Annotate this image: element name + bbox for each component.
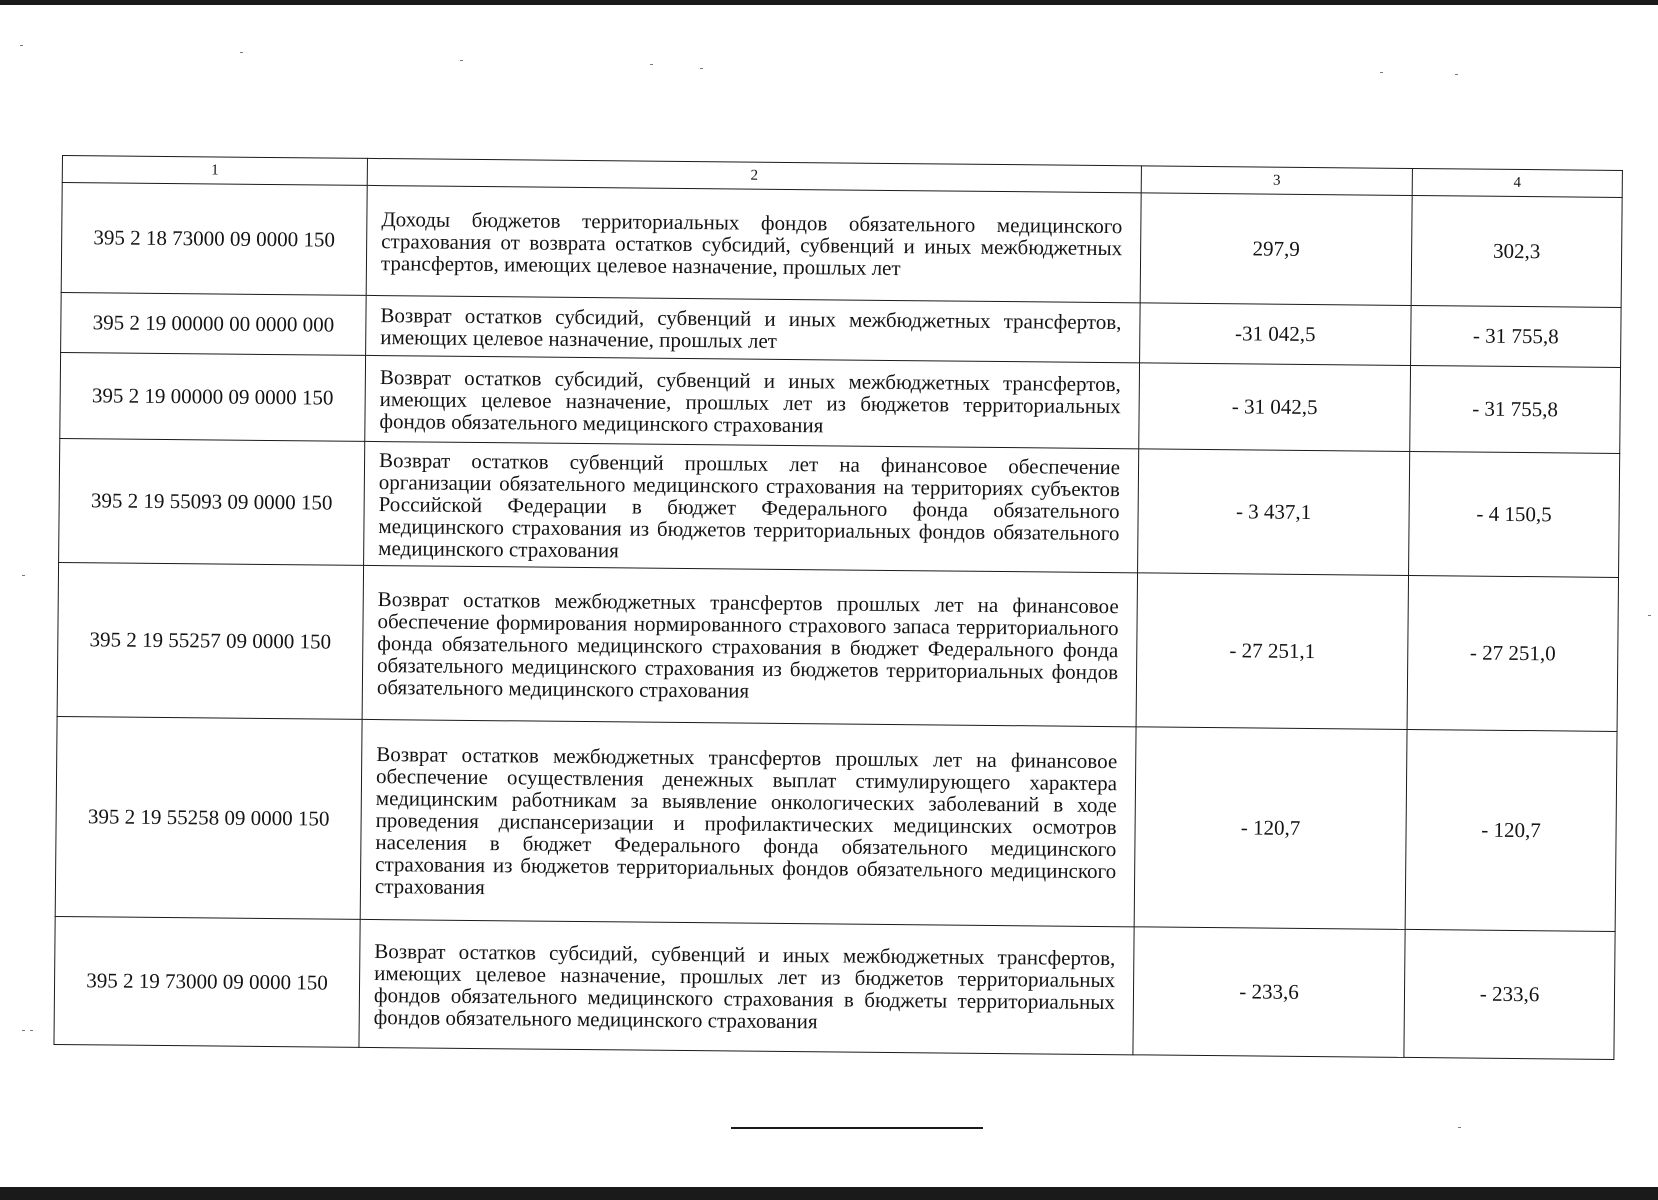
income-description: Возврат остатков межбюджетных трансфертов прошлых лет на финансовое обеспечение осуществления денежных выплат стимулирующего характера медицинским работникам за выявление онкологических заболеваний в ходе проведения диспансеризации и профилактических медицинских осмотров населения в бюджет Федерального фонда обязательного медицинского страхования из бюджетов территориальных фондов обязательного медицинского страхования [360, 719, 1136, 926]
income-description: Доходы бюджетов территориальных фондов обязательного медицинского страхования от возврата остатков субсидий, субвенций и иных межбюджетных трансфертов, имеющих целевое назначение, прошлых лет [366, 185, 1141, 302]
budget-table [53, 155, 1622, 1060]
budget-code: 395 2 19 55258 09 0000 150 [55, 716, 362, 919]
scan-speck [22, 1030, 25, 1031]
amount-col3: - 31 042,5 [1139, 363, 1411, 452]
column-number: 1 [62, 156, 367, 186]
budget-code: 395 2 18 73000 09 0000 150 [61, 183, 367, 296]
table-row [54, 916, 1615, 1059]
scan-speck [22, 575, 25, 576]
income-description: Возврат остатков межбюджетных трансфертов прошлых лет на финансовое обеспечение формирования нормированного страхового запаса территориального фонда обязательного медицинского страхования в бюджет Федерального фонда обязательного медицинского страхования из бюджетов территориальных фондов обязательного медицинского страхования [362, 565, 1137, 726]
scan-speck [1458, 1127, 1461, 1128]
amount-col4: - 120,7 [1405, 729, 1617, 931]
column-number: 3 [1141, 166, 1412, 196]
income-description: Возврат остатков субсидий, субвенций и иных межбюджетных трансфертов, имеющих целевое назначение, прошлых лет из бюджетов территориальных фондов обязательного медицинского страхования [365, 355, 1140, 448]
income-description: Возврат остатков субсидий, субвенций и иных межбюджетных трансфертов, имеющих целевое назначение, прошлых лет из бюджетов территориальных фондов обязательного медицинского страхования в бюджеты территориальных фондов обязательного медицинского страхования [359, 919, 1134, 1054]
budget-code: 395 2 19 00000 00 0000 000 [61, 292, 367, 355]
amount-col3: - 27 251,1 [1136, 573, 1408, 730]
table-row [57, 562, 1618, 731]
scan-edge-bottom [0, 1187, 1658, 1200]
end-of-document-rule [731, 1127, 983, 1129]
document-sheet [53, 155, 1621, 1060]
scan-speck [240, 52, 243, 53]
amount-col4: - 31 755,8 [1410, 365, 1621, 453]
income-description: Возврат остатков субвенций прошлых лет на финансовое обеспечение организации обязательного медицинского страхования на территориях субъектов Российской Федерации в бюджет Федерального фонда обязательного медицинского страхования из бюджетов территориальных фондов обязательного медицинского страхования [364, 441, 1139, 572]
table-row [61, 183, 1622, 308]
scan-speck [1648, 615, 1651, 616]
budget-code: 395 2 19 55093 09 0000 150 [59, 438, 365, 565]
amount-col3: - 3 437,1 [1138, 449, 1410, 576]
scan-speck [20, 45, 23, 46]
amount-col4: - 27 251,0 [1407, 575, 1618, 731]
scan-speck [460, 60, 463, 61]
scan-speck [650, 64, 653, 65]
amount-col4: - 233,6 [1404, 929, 1615, 1059]
budget-code: 395 2 19 00000 09 0000 150 [60, 352, 366, 441]
table-row [55, 716, 1617, 931]
column-number: 2 [367, 158, 1141, 192]
amount-col3: - 120,7 [1134, 727, 1407, 930]
column-number: 4 [1412, 168, 1622, 197]
budget-code: 395 2 19 73000 09 0000 150 [54, 916, 360, 1047]
scan-speck [1455, 74, 1458, 75]
amount-col4: - 4 150,5 [1409, 451, 1620, 577]
amount-col4: 302,3 [1411, 195, 1622, 307]
income-description: Возврат остатков субсидий, субвенций и иных межбюджетных трансфертов, имеющих целевое назначение, прошлых лет [366, 295, 1141, 362]
table-row [59, 438, 1620, 577]
scan-edge-top [0, 0, 1658, 5]
amount-col3: 297,9 [1140, 193, 1412, 306]
scan-speck [30, 1030, 33, 1031]
scan-speck [700, 68, 703, 69]
budget-code: 395 2 19 55257 09 0000 150 [57, 562, 363, 719]
scan-speck [1380, 72, 1383, 73]
amount-col4: - 31 755,8 [1411, 305, 1622, 367]
table-row [60, 352, 1621, 453]
amount-col3: - 233,6 [1133, 927, 1405, 1058]
amount-col3: -31 042,5 [1140, 303, 1412, 366]
